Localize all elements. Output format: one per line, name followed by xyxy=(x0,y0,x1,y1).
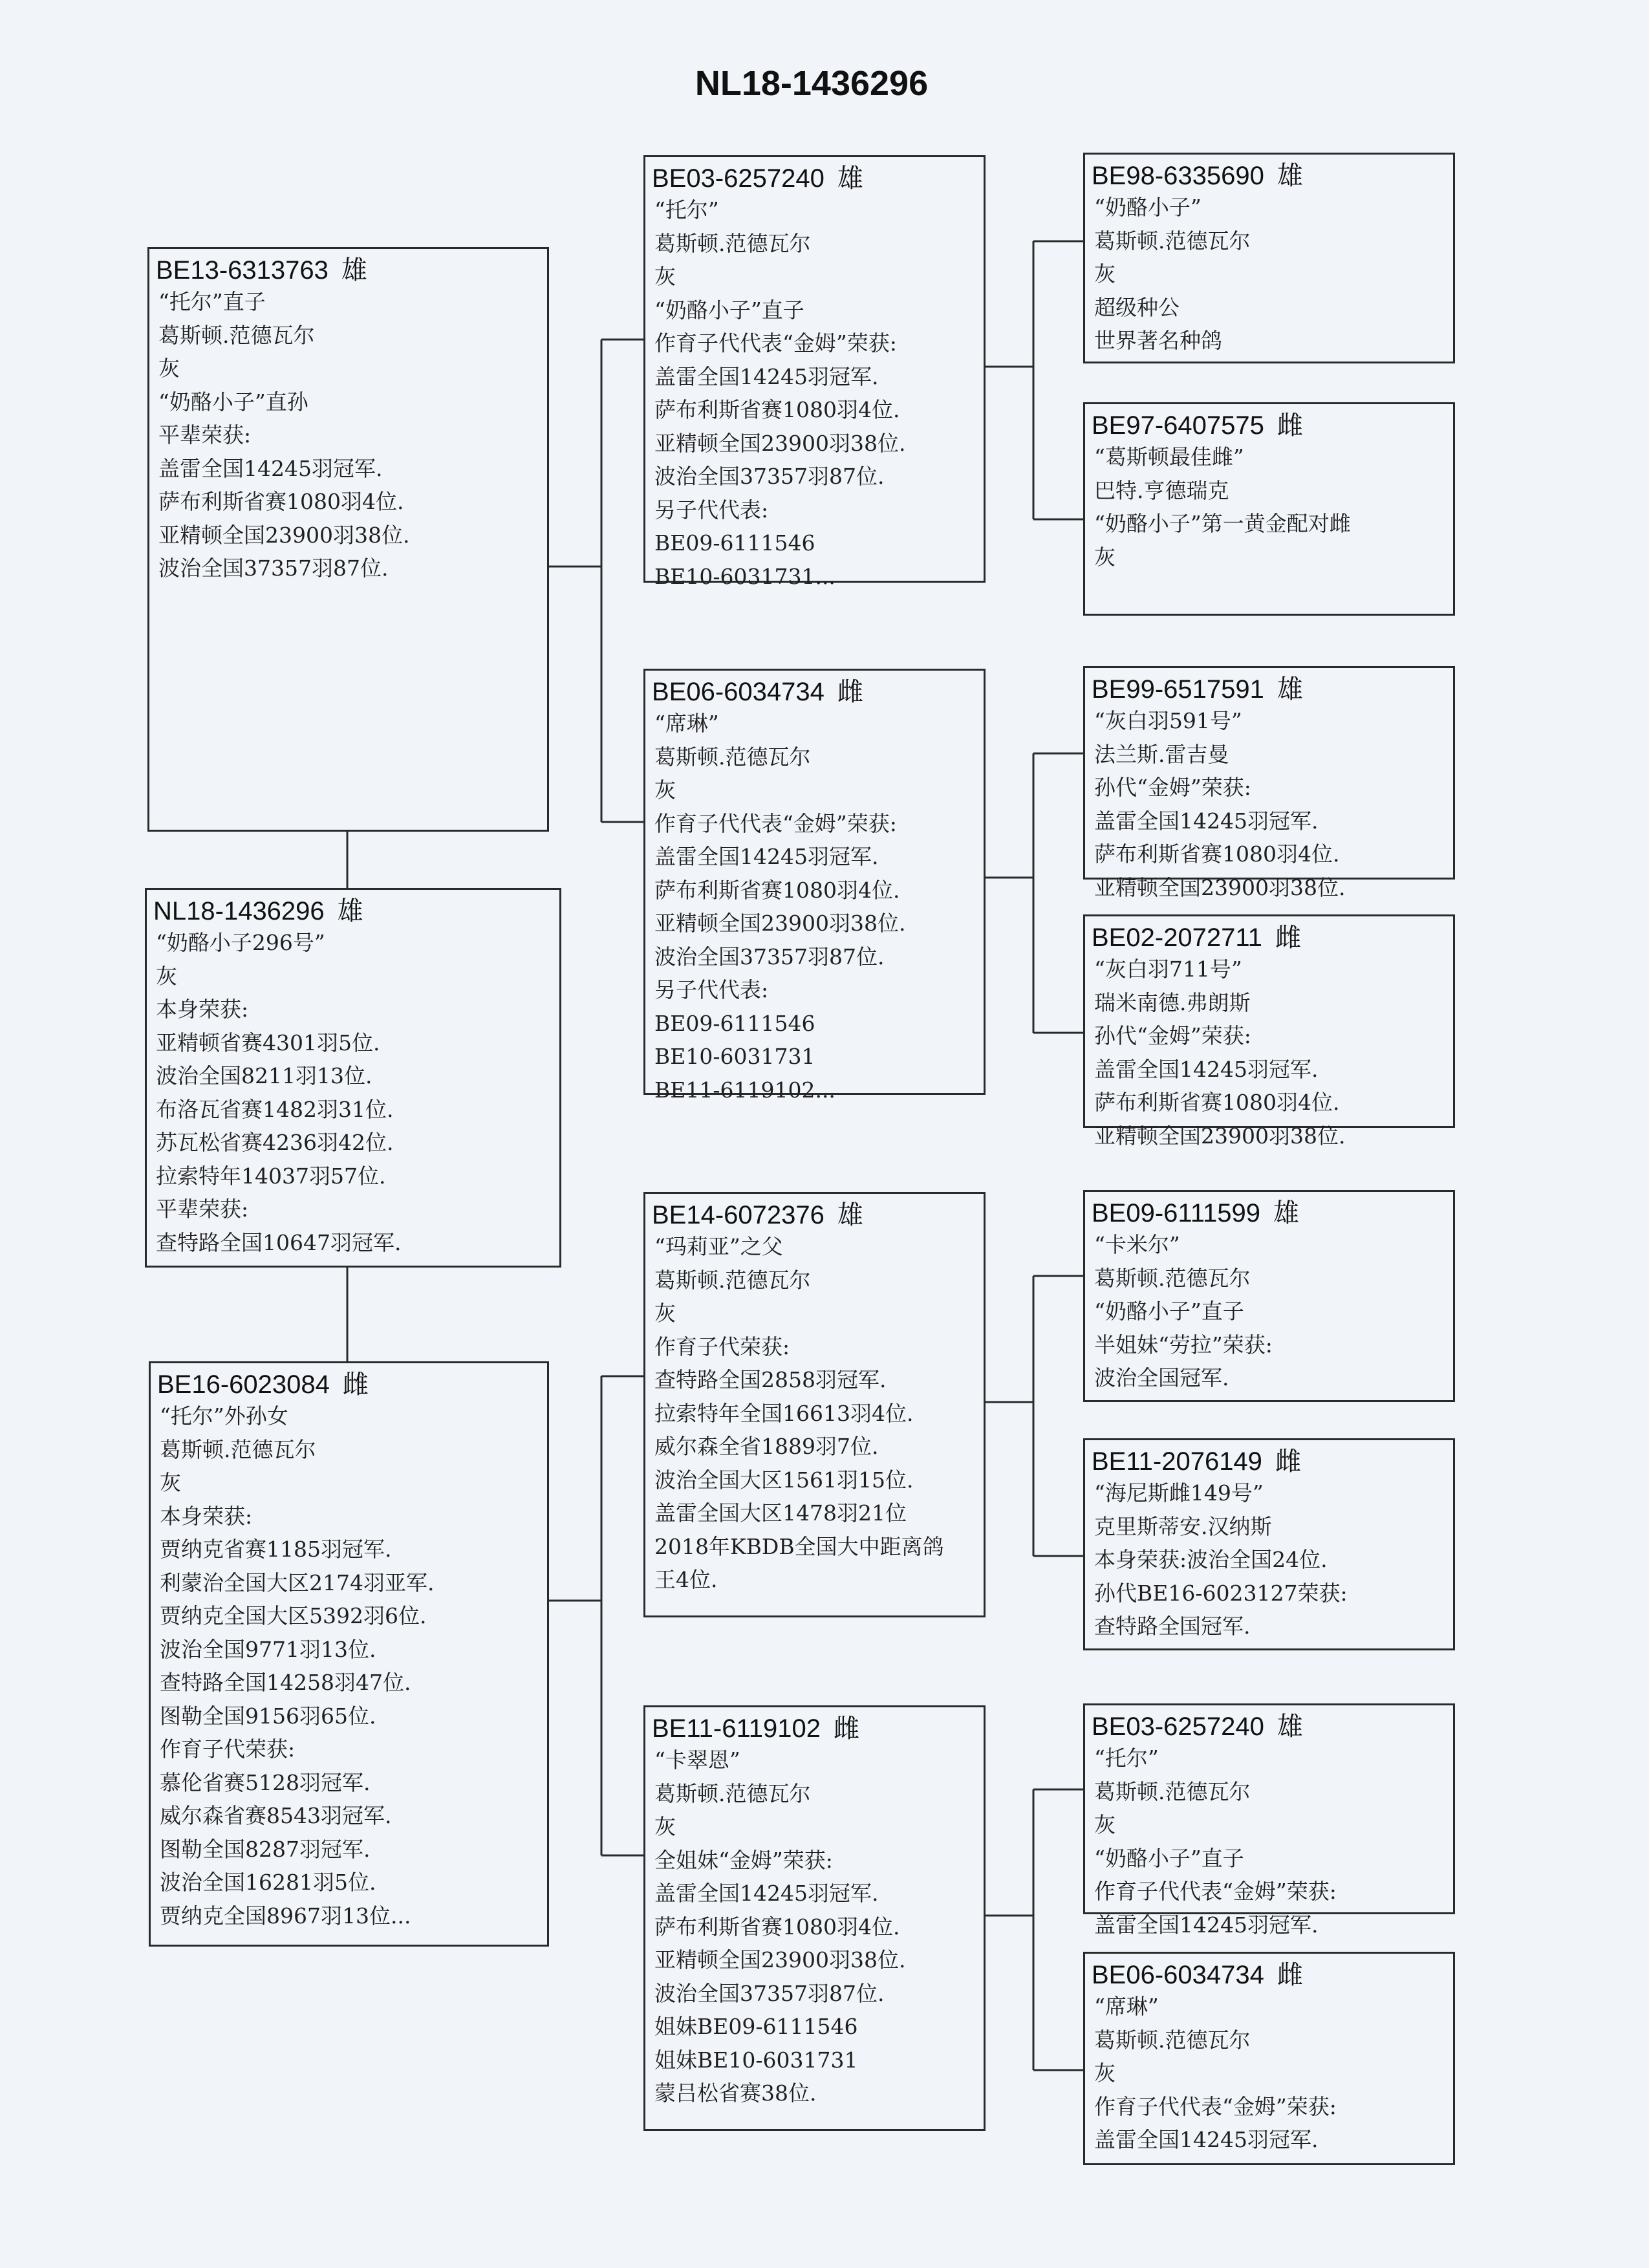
info-line: “托尔”直子 xyxy=(158,289,266,314)
ring-number-heading xyxy=(156,255,538,285)
info-line: 查特路全国10647羽冠军. xyxy=(156,1229,402,1255)
info-line: 萨布利斯省赛1080羽4位. xyxy=(654,1914,900,1939)
pedigree-box-dam-dam xyxy=(643,1705,986,2131)
info-line: 亚精顿全国23900羽38位. xyxy=(654,911,906,936)
info-line: 盖雷全国14245羽冠军. xyxy=(1094,808,1319,834)
info-line: 亚精顿全国23900羽38位. xyxy=(1094,1123,1346,1149)
info-line: 灰 xyxy=(158,356,180,381)
info-line: “奶酪小子”第一黄金配对雌 xyxy=(1094,511,1351,536)
ring-number: BE03-6257240 xyxy=(652,164,824,193)
info-lines xyxy=(654,707,975,1107)
info-line: 威尔森全省1889羽7位. xyxy=(654,1434,879,1459)
info-line: 波治全国37357羽87位. xyxy=(158,556,389,581)
info-line: “奶酪小子” xyxy=(1094,195,1202,220)
ring-number-heading xyxy=(157,1370,538,1399)
info-line: “玛莉亚”之父 xyxy=(654,1234,783,1259)
info-lines xyxy=(1094,1228,1444,1395)
pedigree-box-ss-sire xyxy=(1083,153,1455,363)
info-line: 蒙吕松省赛38位. xyxy=(654,2080,817,2106)
info-line: 平辈荣获: xyxy=(156,1196,249,1222)
info-line: 拉索特年全国16613羽4位. xyxy=(654,1400,914,1426)
pedigree-box-ds-sire xyxy=(1083,1190,1455,1402)
pedigree-box-ds-dam xyxy=(1083,1438,1455,1650)
info-line: “卡米尔” xyxy=(1094,1232,1180,1257)
info-line: 作育子代荣获: xyxy=(160,1736,296,1762)
ring-number-heading xyxy=(652,164,975,193)
info-line: 孙代“金姆”荣获: xyxy=(1094,775,1251,800)
pedigree-box-ss-dam xyxy=(1083,402,1455,616)
ring-number: BE16-6023084 xyxy=(157,1370,330,1399)
info-lines xyxy=(1094,1990,1444,2157)
pedigree-box-sire xyxy=(147,247,549,832)
info-line: 作育子代代表“金姆”荣获: xyxy=(1094,2093,1337,2119)
info-lines xyxy=(654,1230,975,1597)
info-line: 平辈荣获: xyxy=(158,422,252,448)
pedigree-box-dam-sire xyxy=(643,1192,986,1617)
pedigree-box-sire-dam xyxy=(643,669,986,1103)
info-line: 图勒全国8287羽冠军. xyxy=(160,1836,371,1862)
sex-label: 雌 xyxy=(1277,1961,1303,1989)
info-line: 波治全国9771羽13位. xyxy=(160,1636,376,1662)
info-line: 葛斯顿.范德瓦尔 xyxy=(1094,228,1251,254)
sex-label: 雌 xyxy=(837,678,863,706)
info-line: 萨布利斯省赛1080羽4位. xyxy=(158,489,404,514)
info-line: 葛斯顿.范德瓦尔 xyxy=(160,1436,316,1462)
pedigree-box-sd-sire xyxy=(1083,666,1455,900)
info-line: 亚精顿全国23900羽38位. xyxy=(1094,874,1346,900)
info-line: 亚精顿省赛4301羽5位. xyxy=(156,1030,380,1055)
info-line: 波治全国大区1561羽15位. xyxy=(654,1467,914,1493)
ring-number: BE06-6034734 xyxy=(652,678,824,706)
info-line: 波治全国37357羽87位. xyxy=(654,464,885,489)
info-line: 萨布利斯省赛1080羽4位. xyxy=(1094,841,1340,867)
sex-label: 雄 xyxy=(837,1201,863,1229)
ring-number-heading xyxy=(652,1200,975,1230)
pedigree-box-dam xyxy=(149,1361,549,1947)
info-line: “奶酪小子”直子 xyxy=(1094,1845,1244,1871)
ring-number-heading xyxy=(1092,1960,1444,1990)
info-line: 另子代代表: xyxy=(654,977,769,1002)
info-line: 瑞米南德.弗朗斯 xyxy=(1094,989,1251,1015)
info-line: 波治全国16281羽5位. xyxy=(160,1870,376,1895)
pedigree-box-subject xyxy=(145,888,561,1268)
info-line: 波治全国8211羽13位. xyxy=(156,1063,372,1088)
info-line: BE09-6111546 xyxy=(654,530,815,556)
info-line: 盖雷全国14245羽冠军. xyxy=(1094,2127,1319,2152)
info-line: “卡翠恩” xyxy=(654,1747,740,1773)
info-line: 克里斯蒂安.汉纳斯 xyxy=(1094,1513,1272,1539)
info-line: “海尼斯雌149号” xyxy=(1094,1480,1264,1506)
info-line: 盖雷全国14245羽冠军. xyxy=(654,844,879,869)
info-line: 萨布利斯省赛1080羽4位. xyxy=(654,397,900,422)
info-line: 灰 xyxy=(654,264,676,289)
ring-number-heading xyxy=(1092,923,1444,953)
ring-number-heading xyxy=(1092,1447,1444,1476)
info-line: “奶酪小子”直子 xyxy=(654,297,804,323)
info-line: 姐妹BE10-6031731 xyxy=(654,2047,858,2073)
info-line: 2018年KBDB全国大中距离鸽 xyxy=(654,1533,944,1559)
info-line: 孙代BE16-6023127荣获: xyxy=(1094,1580,1348,1606)
info-line: 灰 xyxy=(160,1470,181,1495)
ring-number: NL18-1436296 xyxy=(153,897,325,925)
pedigree-box-dd-dam xyxy=(1083,1952,1455,2165)
ring-number: BE03-6257240 xyxy=(1092,1712,1264,1741)
info-line: “托尔”外孙女 xyxy=(160,1403,288,1429)
info-line: 作育子代荣获: xyxy=(654,1334,790,1359)
info-line: 萨布利斯省赛1080羽4位. xyxy=(1094,1090,1340,1115)
info-line: 灰 xyxy=(654,777,676,803)
info-line: 波治全国冠军. xyxy=(1094,1365,1229,1390)
info-line: 查特路全国冠军. xyxy=(1094,1614,1251,1639)
info-line: BE10-6031731... xyxy=(654,563,835,589)
info-line: 利蒙治全国大区2174羽亚军. xyxy=(160,1570,435,1595)
ring-number-heading xyxy=(1092,675,1444,704)
info-line: “奶酪小子296号” xyxy=(156,930,325,955)
info-lines xyxy=(1094,704,1444,904)
sex-label: 雄 xyxy=(1277,1712,1303,1741)
info-line: 另子代代表: xyxy=(654,497,769,523)
info-line: 威尔森省赛8543羽冠军. xyxy=(160,1803,392,1828)
info-lines xyxy=(654,193,975,593)
info-line: 作育子代代表“金姆”荣获: xyxy=(654,810,897,836)
info-line: 葛斯顿.范德瓦尔 xyxy=(158,322,315,348)
ring-number: BE09-6111599 xyxy=(1092,1199,1260,1227)
sex-label: 雌 xyxy=(833,1714,859,1743)
info-line: “席琳” xyxy=(1094,1994,1159,2019)
info-line: 盖雷全国14245羽冠军. xyxy=(1094,1912,1319,1938)
ring-number: BE13-6313763 xyxy=(156,256,329,285)
info-line: 本身荣获: xyxy=(156,997,249,1022)
sex-label: 雄 xyxy=(341,256,367,285)
info-line: 贾纳克全国大区5392羽6位. xyxy=(160,1603,427,1628)
info-line: 葛斯顿.范德瓦尔 xyxy=(654,1780,811,1806)
info-lines xyxy=(1094,1742,1444,1941)
info-line: 亚精顿全国23900羽38位. xyxy=(158,522,410,548)
info-line: 灰 xyxy=(1094,544,1116,570)
info-line: 灰 xyxy=(1094,2060,1116,2086)
sex-label: 雄 xyxy=(837,164,863,193)
info-line: 亚精顿全国23900羽38位. xyxy=(654,430,906,456)
info-line: 图勒全国9156羽65位. xyxy=(160,1703,376,1729)
info-line: 盖雷全国14245羽冠军. xyxy=(158,455,383,481)
info-lines xyxy=(1094,953,1444,1152)
ring-number-heading xyxy=(652,1714,975,1744)
info-line: 盖雷全国14245羽冠军. xyxy=(1094,1056,1319,1082)
ring-number-heading xyxy=(1092,161,1444,191)
info-line: 拉索特年14037羽57位. xyxy=(156,1163,386,1189)
pedigree-box-sd-dam xyxy=(1083,914,1455,1149)
info-line: 全姐妹“金姆”荣获: xyxy=(654,1847,833,1873)
info-line: “灰白羽591号” xyxy=(1094,708,1242,733)
info-line: 灰 xyxy=(1094,261,1116,286)
info-line: 灰 xyxy=(156,963,177,989)
info-line: 世界著名种鸽 xyxy=(1094,328,1222,353)
info-line: 葛斯顿.范德瓦尔 xyxy=(654,230,811,256)
page-title: NL18-1436296 xyxy=(695,64,929,103)
info-line: 孙代“金姆”荣获: xyxy=(1094,1023,1251,1048)
sex-label: 雄 xyxy=(1273,1199,1299,1227)
ring-number-heading xyxy=(1092,411,1444,440)
ring-number: BE11-6119102 xyxy=(652,1714,821,1743)
ring-number: BE98-6335690 xyxy=(1092,162,1264,190)
ring-number: BE97-6407575 xyxy=(1092,411,1264,440)
info-line: 本身荣获:波治全国24位. xyxy=(1094,1547,1328,1572)
info-line: BE10-6031731 xyxy=(654,1044,815,1069)
info-line: 灰 xyxy=(1094,1812,1116,1837)
sex-label: 雌 xyxy=(1275,1447,1301,1476)
info-line: 半姐妹“劳拉”荣获: xyxy=(1094,1332,1273,1357)
sex-label: 雄 xyxy=(337,897,363,925)
info-line: “托尔” xyxy=(1094,1745,1159,1771)
ring-number-heading xyxy=(652,677,975,707)
info-lines xyxy=(160,1399,538,1932)
info-lines xyxy=(1094,1476,1444,1643)
info-line: 查特路全国14258羽47位. xyxy=(160,1670,411,1695)
info-lines xyxy=(158,285,538,585)
info-line: 超级种公 xyxy=(1094,294,1180,320)
info-line: 葛斯顿.范德瓦尔 xyxy=(654,744,811,770)
info-lines xyxy=(1094,440,1444,574)
info-line: “葛斯顿最佳雌” xyxy=(1094,444,1244,470)
info-line: “灰白羽711号” xyxy=(1094,956,1242,982)
ring-number: BE06-6034734 xyxy=(1092,1961,1264,1989)
info-line: 作育子代代表“金姆”荣获: xyxy=(1094,1879,1337,1904)
sex-label: 雌 xyxy=(342,1370,369,1399)
ring-number-heading xyxy=(1092,1198,1444,1228)
info-line: 作育子代代表“金姆”荣获: xyxy=(654,330,897,356)
sex-label: 雌 xyxy=(1275,923,1301,952)
info-line: 苏瓦松省赛4236羽42位. xyxy=(156,1130,394,1155)
info-line: 查特路全国2858羽冠军. xyxy=(654,1367,887,1392)
info-line: 亚精顿全国23900羽38位. xyxy=(654,1947,906,1972)
info-line: BE09-6111546 xyxy=(654,1010,815,1036)
info-lines xyxy=(654,1744,975,2110)
info-lines xyxy=(1094,191,1444,358)
info-line: 葛斯顿.范德瓦尔 xyxy=(654,1267,811,1293)
info-line: 本身荣获: xyxy=(160,1503,253,1529)
info-line: 姐妹BE09-6111546 xyxy=(654,2014,858,2039)
ring-number-heading xyxy=(1092,1712,1444,1742)
info-line: 葛斯顿.范德瓦尔 xyxy=(1094,1778,1251,1804)
info-line: 慕伦省赛5128羽冠军. xyxy=(160,1769,371,1795)
info-line: 贾纳克省赛1185羽冠军. xyxy=(160,1537,392,1562)
info-line: 盖雷全国14245羽冠军. xyxy=(654,363,879,389)
info-line: 盖雷全国14245羽冠军. xyxy=(654,1881,879,1906)
ring-number: BE02-2072711 xyxy=(1092,923,1262,952)
sex-label: 雄 xyxy=(1277,162,1303,190)
info-line: 巴特.亨德瑞克 xyxy=(1094,477,1229,503)
pedigree-box-dd-sire xyxy=(1083,1703,1455,1938)
info-line: 葛斯顿.范德瓦尔 xyxy=(1094,2027,1251,2053)
info-line: 王4位. xyxy=(654,1567,718,1592)
info-line: 波治全国37357羽87位. xyxy=(654,1980,885,2006)
info-line: “奶酪小子”直子 xyxy=(1094,1299,1244,1324)
ring-number: BE14-6072376 xyxy=(652,1201,824,1229)
info-line: 波治全国37357羽87位. xyxy=(654,944,885,969)
sex-label: 雌 xyxy=(1277,411,1303,440)
info-line: BE11-6119102... xyxy=(654,1077,835,1103)
info-line: 萨布利斯省赛1080羽4位. xyxy=(654,877,900,903)
ring-number: BE99-6517591 xyxy=(1092,675,1264,704)
info-line: 葛斯顿.范德瓦尔 xyxy=(1094,1265,1251,1291)
info-line: “席琳” xyxy=(654,711,719,736)
info-line: 灰 xyxy=(654,1814,676,1839)
info-line: 贾纳克全国8967羽13位... xyxy=(160,1903,411,1928)
info-lines xyxy=(156,926,550,1259)
info-line: “奶酪小子”直孙 xyxy=(158,389,308,415)
info-line: 布洛瓦省赛1482羽31位. xyxy=(156,1096,394,1122)
info-line: 盖雷全国大区1478羽21位 xyxy=(654,1500,907,1526)
ring-number-heading xyxy=(153,896,550,926)
info-line: “托尔” xyxy=(654,197,719,222)
ring-number: BE11-2076149 xyxy=(1092,1447,1262,1476)
pedigree-box-sire-sire xyxy=(643,155,986,589)
sex-label: 雄 xyxy=(1277,675,1303,704)
info-line: 灰 xyxy=(654,1301,676,1326)
info-line: 法兰斯.雷吉曼 xyxy=(1094,741,1229,767)
